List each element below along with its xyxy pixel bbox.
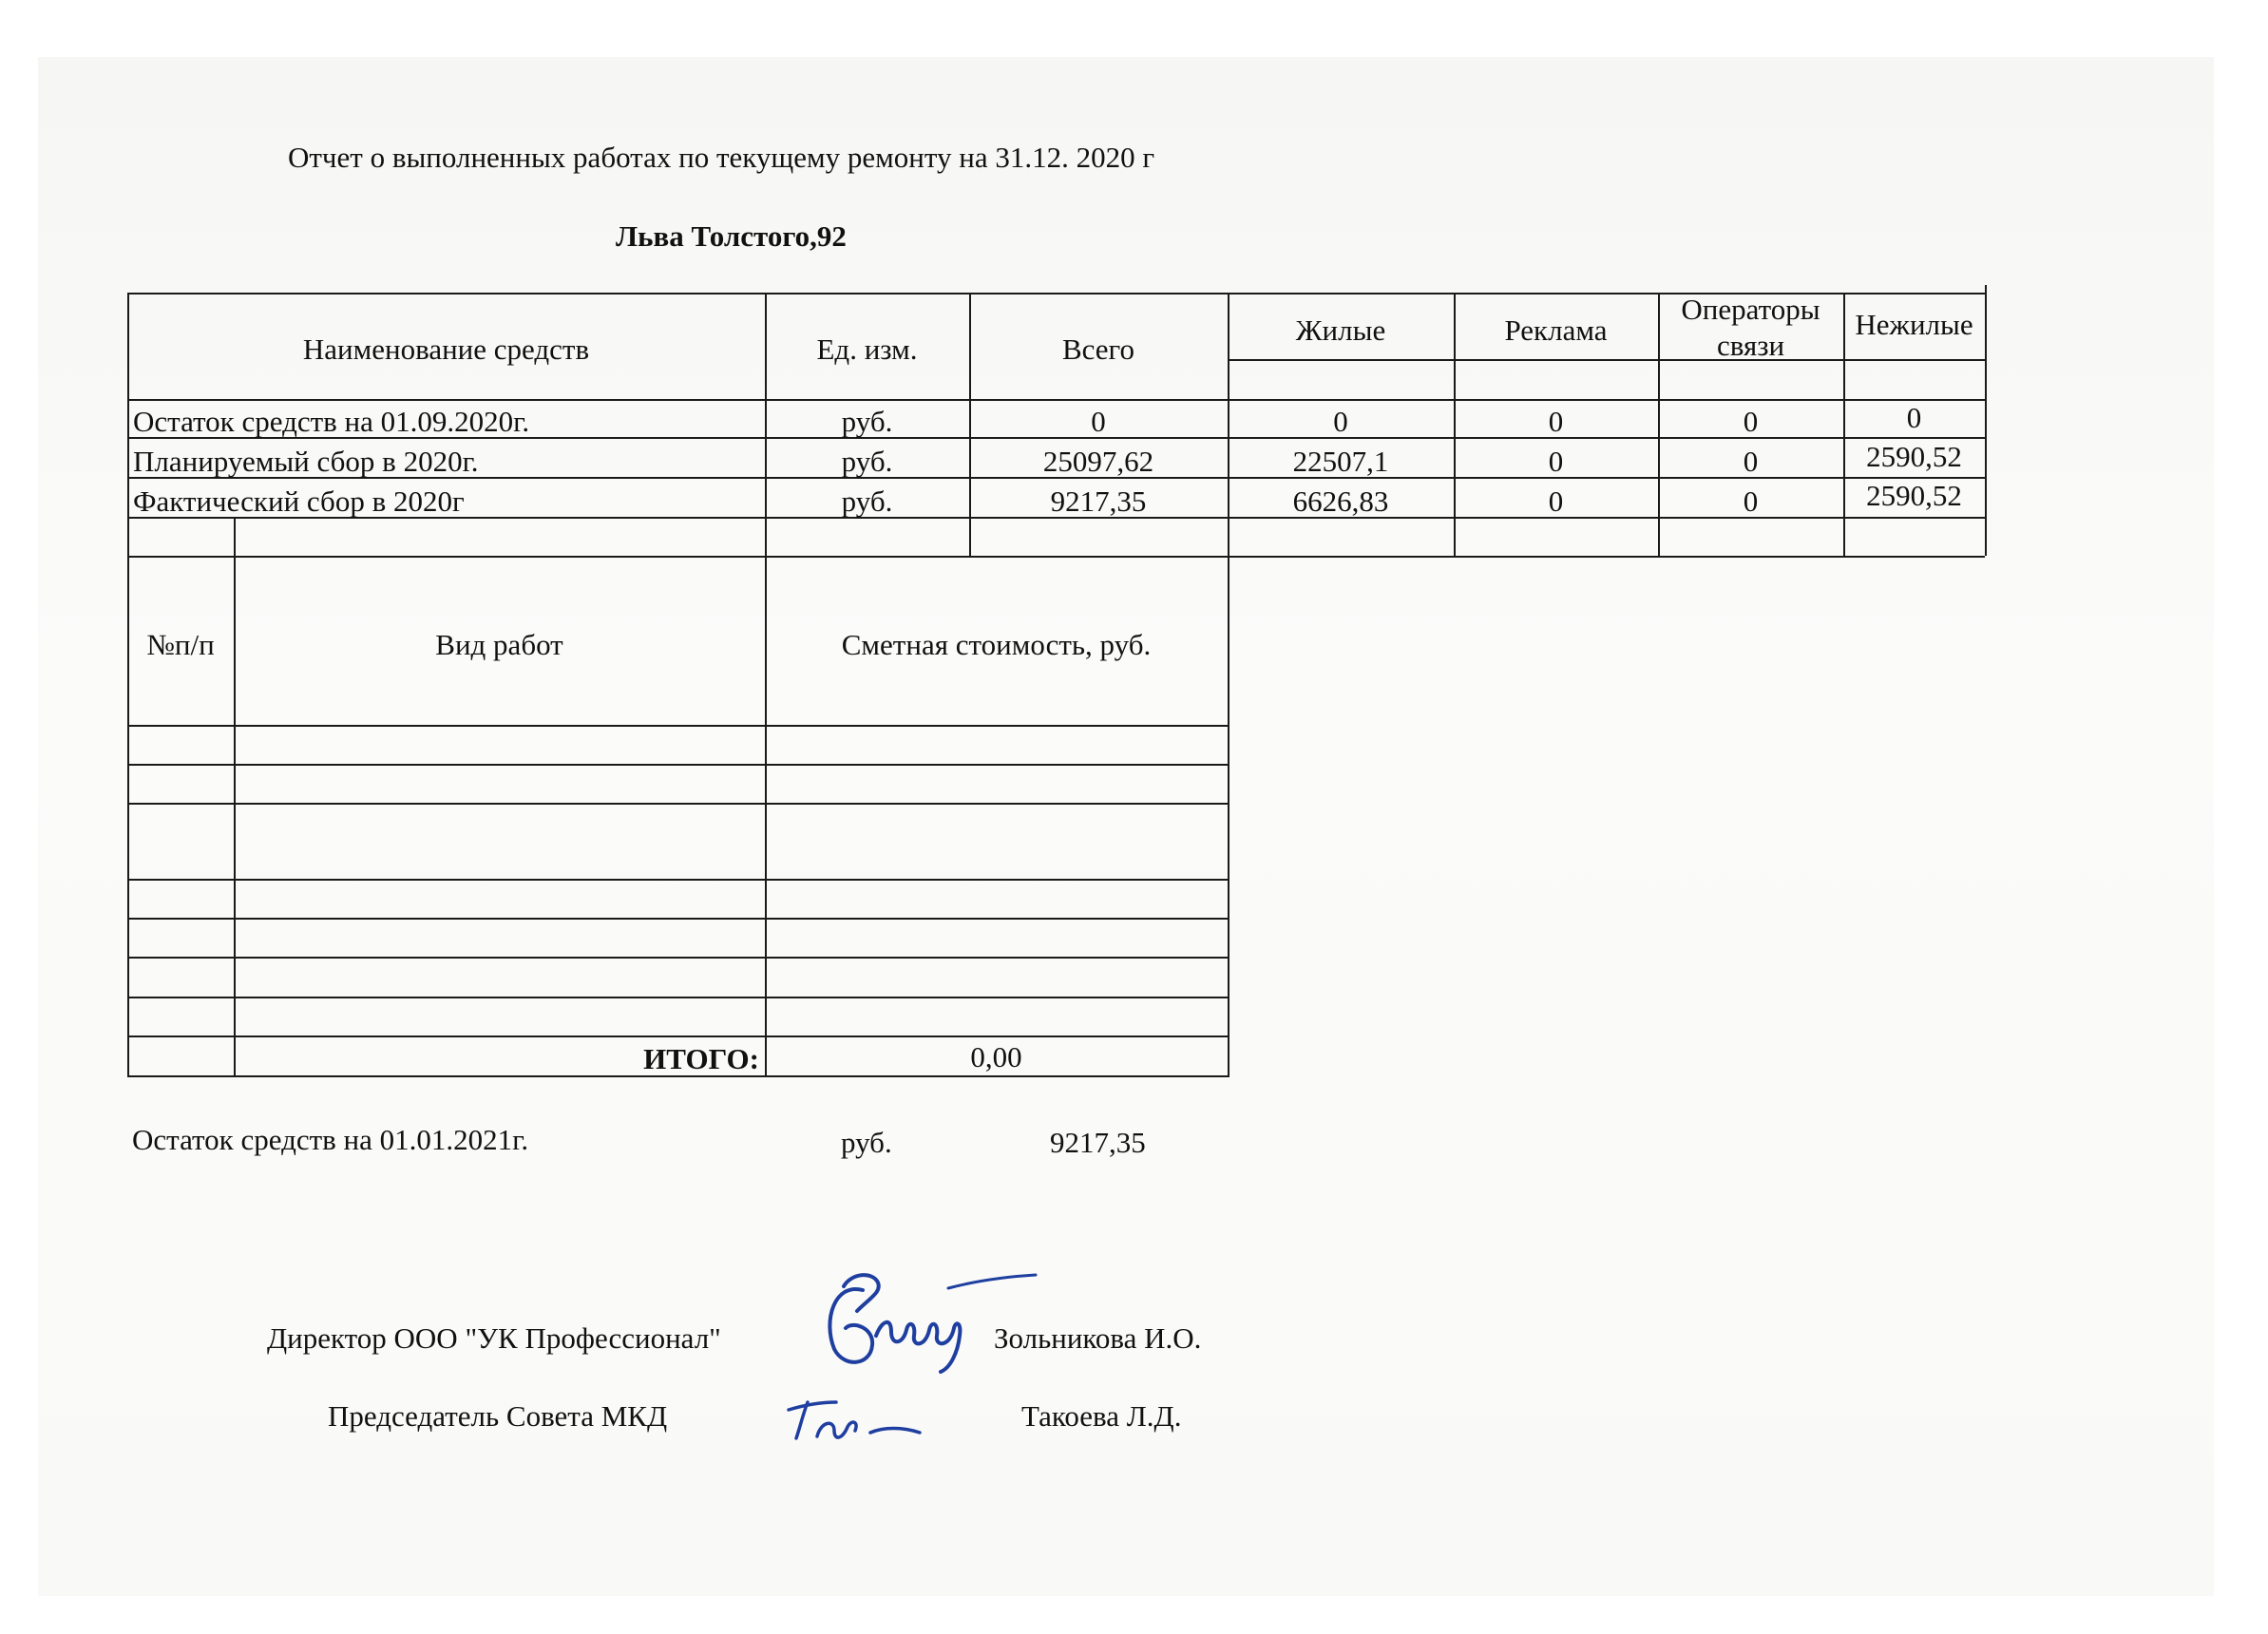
table-line	[127, 997, 1229, 998]
header-advertising: Реклама	[1504, 314, 1608, 347]
director-position: Директор ООО "УК Профессионал"	[267, 1321, 721, 1355]
row-total: 25097,62	[1042, 445, 1154, 478]
table-line	[1228, 359, 1985, 361]
table-line	[234, 517, 236, 1075]
balance-unit: руб.	[841, 1126, 892, 1159]
table-line	[127, 957, 1229, 959]
row-residential: 6626,83	[1292, 484, 1389, 518]
header-unit: Ед. изм.	[816, 332, 918, 366]
row-operators: 0	[1743, 405, 1759, 438]
row-nonresidential: 0	[1906, 401, 1922, 434]
row-nonresidential: 2590,52	[1866, 440, 1962, 473]
table-line	[127, 764, 1229, 766]
header-nonresidential: Нежилые	[1855, 308, 1973, 341]
row-residential: 0	[1333, 405, 1348, 438]
address-heading: Льва Толстого,92	[616, 219, 847, 253]
header-total: Всего	[1061, 332, 1135, 366]
row-advertising: 0	[1548, 484, 1564, 518]
row-name: Планируемый сбор в 2020г.	[133, 445, 479, 478]
row-advertising: 0	[1548, 445, 1564, 478]
header-work-type: Вид работ	[435, 628, 563, 661]
header-residential: Жилые	[1295, 314, 1386, 347]
table-line	[127, 399, 1985, 401]
header-operators-line2: связи	[1716, 329, 1785, 362]
table-line	[127, 556, 1229, 558]
table-line	[127, 1075, 1229, 1077]
row-name: Остаток средств на 01.09.2020г.	[133, 405, 530, 438]
row-operators: 0	[1743, 445, 1759, 478]
chairman-position: Председатель Совета МКД	[328, 1399, 668, 1433]
chairman-name: Такоева Л.Д.	[1021, 1399, 1182, 1433]
table-line	[127, 918, 1229, 920]
chairman-signature	[779, 1389, 931, 1455]
scanned-page-background	[38, 57, 2214, 1596]
table-line	[127, 803, 1229, 805]
header-estimate: Сметная стоимость, руб.	[841, 628, 1152, 661]
balance-value: 9217,35	[1050, 1126, 1146, 1159]
total-label: ИТОГО:	[643, 1042, 759, 1075]
table-line	[765, 517, 767, 1075]
header-number: №п/п	[146, 628, 215, 661]
row-unit: руб.	[841, 484, 893, 518]
row-residential: 22507,1	[1292, 445, 1389, 478]
row-name: Фактический сбор в 2020г	[133, 484, 465, 518]
row-unit: руб.	[841, 405, 893, 438]
row-total: 0	[1091, 405, 1106, 438]
row-total: 9217,35	[1050, 484, 1147, 518]
table-line	[1228, 556, 1229, 1075]
table-line	[127, 725, 1229, 727]
table-line	[1985, 285, 1987, 556]
row-advertising: 0	[1548, 405, 1564, 438]
row-operators: 0	[1743, 484, 1759, 518]
row-nonresidential: 2590,52	[1866, 479, 1962, 512]
row-unit: руб.	[841, 445, 893, 478]
table-line	[127, 1036, 1229, 1037]
header-name: Наименование средств	[302, 332, 590, 366]
document-title: Отчет о выполненных работах по текущему ремонту на 31.12. 2020 г	[288, 141, 1155, 174]
table-line	[127, 879, 1229, 881]
header-operators: Операторы	[1681, 293, 1820, 326]
total-value: 0,00	[970, 1040, 1022, 1074]
balance-label: Остаток средств на 01.01.2021г.	[132, 1123, 529, 1156]
director-name: Зольникова И.О.	[994, 1321, 1202, 1355]
director-signature	[815, 1254, 1043, 1378]
table-line	[127, 517, 129, 1075]
